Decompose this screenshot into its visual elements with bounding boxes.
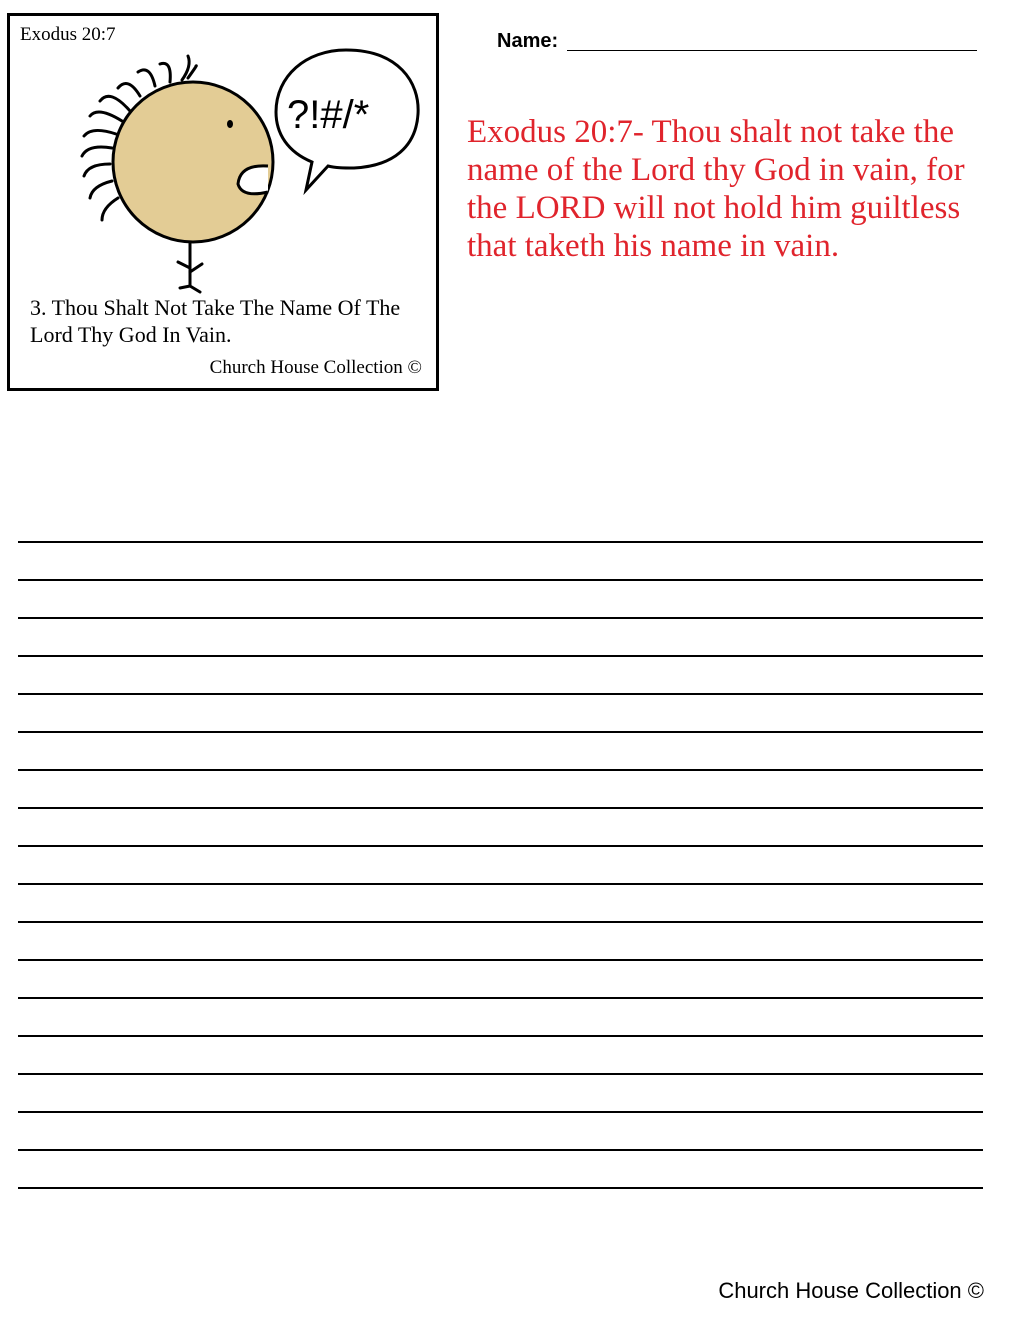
writing-line[interactable]: [18, 883, 983, 885]
card-caption: 3. Thou Shalt Not Take The Name Of The Lord Thy God In Vain.: [30, 295, 401, 347]
writing-line[interactable]: [18, 959, 983, 961]
footer-copyright: Church House Collection ©: [718, 1278, 984, 1303]
writing-line[interactable]: [18, 845, 983, 847]
writing-line[interactable]: [18, 1035, 983, 1037]
writing-line[interactable]: [18, 541, 983, 543]
writing-line[interactable]: [18, 807, 983, 809]
writing-line[interactable]: [18, 769, 983, 771]
writing-line[interactable]: [18, 1149, 983, 1151]
writing-lines[interactable]: [18, 0, 983, 1319]
writing-line[interactable]: [18, 1073, 983, 1075]
writing-line[interactable]: [18, 617, 983, 619]
writing-line[interactable]: [18, 731, 983, 733]
speech-symbols: ?!#/*: [287, 93, 370, 137]
writing-line[interactable]: [18, 579, 983, 581]
card-copyright: Church House Collection ©: [209, 357, 422, 378]
writing-line[interactable]: [18, 655, 983, 657]
name-label: Name:: [497, 30, 559, 52]
writing-line[interactable]: [18, 693, 983, 695]
card-reference: Exodus 20:7: [20, 24, 116, 45]
verse-text: Exodus 20:7- Thou shalt not take the name of the Lord thy God in vain, for the LORD will not hold him guiltless that taketh his name in vain.: [467, 114, 965, 264]
writing-line[interactable]: [18, 1111, 983, 1113]
writing-line[interactable]: [18, 921, 983, 923]
writing-line[interactable]: [18, 1187, 983, 1189]
writing-line[interactable]: [18, 997, 983, 999]
